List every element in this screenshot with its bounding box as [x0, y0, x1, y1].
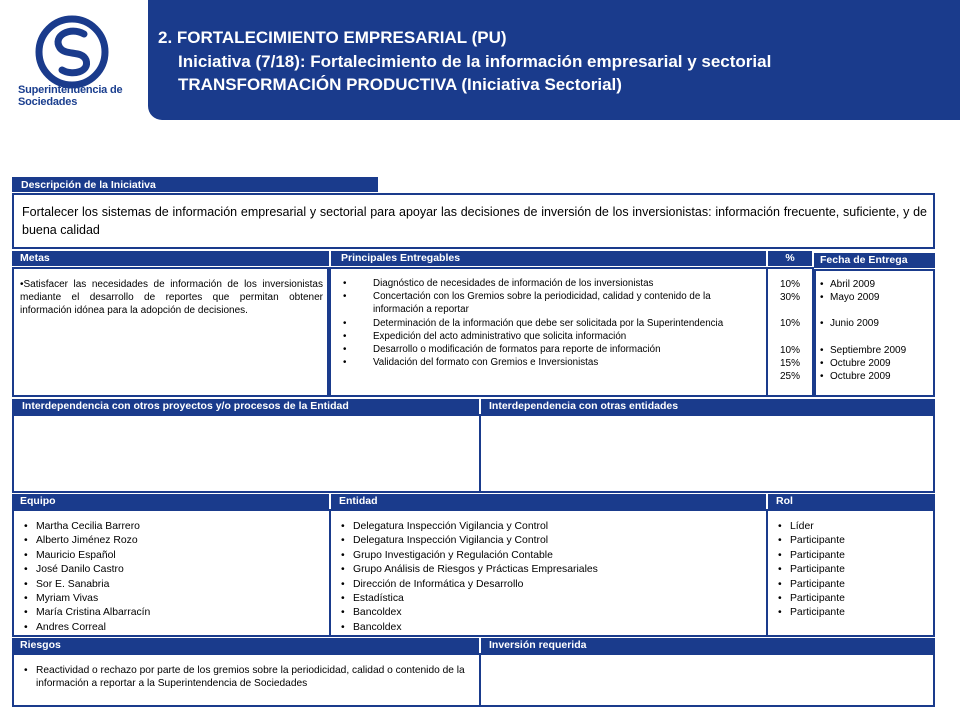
entidad-list [337, 520, 762, 635]
entidad-header: Entidad [331, 494, 766, 509]
list-item: • Concertación con los Gremios sobre la periodicidad, calidad y contenido de la información a reportar [339, 290, 760, 316]
metas-header: Metas [12, 251, 329, 266]
descripcion-box [12, 193, 935, 249]
equipo-header: Equipo [12, 494, 329, 509]
interdependencia-proyectos-box [12, 414, 481, 493]
riesgos-list [20, 664, 475, 691]
list-item: • Validación del formato con Gremios e Inversionistas [339, 356, 760, 369]
list-item: • Participante [774, 578, 929, 592]
pct-value: 25% [779, 371, 800, 383]
riesgos-box [12, 653, 481, 707]
list-item: • Dirección de Informática y Desarrollo [337, 578, 762, 592]
interdependencia-proyectos-header: Interdependencia con otros proyectos y/o procesos de la Entidad [12, 399, 479, 414]
list-item: • Mauricio Español [20, 549, 325, 563]
list-item: • Mayo 2009 [820, 291, 931, 304]
list-item: • Grupo Investigación y Regulación Contable [337, 549, 762, 563]
pct-value: 30% [779, 292, 800, 304]
equipo-list [20, 520, 325, 635]
list-item: • Participante [774, 606, 929, 620]
equipo-box [12, 509, 331, 637]
metas-box [12, 267, 329, 397]
pct-value: 10% [779, 344, 800, 356]
list-item: • Alberto Jiménez Rozo [20, 534, 325, 548]
list-item: • Delegatura Inspección Vigilancia y Control [337, 534, 762, 548]
list-item: • Grupo Análisis de Riesgos y Prácticas Empresariales [337, 563, 762, 577]
pct-value: 15% [779, 357, 800, 369]
initiative-subtitle: Iniciativa (7/18): Fortalecimiento de la información empresarial y sectorial [178, 52, 772, 71]
list-item: • Reactividad o rechazo por parte de los gremios sobre la periodicidad, calidad o contenido de la información a reportar a la Superintendencia de Sociedades [20, 664, 475, 691]
list-item: • Líder [774, 520, 929, 534]
list-item: • Myriam Vivas [20, 592, 325, 606]
list-item: • Determinación de la información que debe ser solicitada por la Superintendencia [339, 317, 760, 330]
descripcion-text: Fortalecer los sistemas de información empresarial y sectorial para apoyar las decisiones de inversión de los inversionistas: información frecuente, suficiente, y de buena calidad [22, 205, 927, 237]
initiative-category: TRANSFORMACIÓN PRODUCTIVA (Iniciativa Sectorial) [178, 75, 622, 94]
porcentaje-header: % [768, 251, 812, 266]
list-item: • José Danilo Castro [20, 563, 325, 577]
list-item: • Sor E. Sanabria [20, 578, 325, 592]
porcentaje-box [766, 267, 814, 397]
pct-value: 10% [779, 279, 800, 290]
interdependencia-entidades-box [479, 414, 935, 493]
rol-list [774, 520, 929, 621]
inversion-box [479, 653, 935, 707]
list-item: • Expedición del acto administrativo que solicita información [339, 330, 760, 343]
logo-wordmark: Superintendencia de Sociedades [18, 84, 123, 108]
list-item: • Participante [774, 592, 929, 606]
list-item: • Octubre 2009 [820, 370, 931, 383]
list-item: • Participante [774, 549, 929, 563]
entregables-list [339, 277, 760, 369]
entregables-box [329, 267, 768, 397]
rol-box [766, 509, 935, 637]
pct-value: 10% [779, 318, 800, 330]
metas-text: •Satisfacer las necesidades de información de los inversionistas mediante el desarrollo de reportes que permitan obtener información idónea para la adopción de decisiones. [20, 279, 323, 317]
list-item: • María Cristina Albarracín [20, 606, 325, 620]
fecha-box [814, 269, 935, 397]
fecha-list [820, 278, 931, 383]
interdependencia-entidades-header: Interdependencia con otras entidades [481, 399, 935, 414]
page-title: 2. FORTALECIMIENTO EMPRESARIAL (PU) [158, 28, 507, 47]
descripcion-header: Descripción de la Iniciativa [12, 177, 378, 192]
list-item: • Estadística [337, 592, 762, 606]
list-item: • Participante [774, 534, 929, 548]
entidad-box [329, 509, 768, 637]
fecha-header: Fecha de Entrega [814, 253, 935, 268]
list-item: • Andres Correal [20, 621, 325, 635]
list-item: • Septiembre 2009 [820, 344, 931, 357]
inversion-header: Inversión requerida [481, 638, 935, 653]
list-item: • Martha Cecilia Barrero [20, 520, 325, 534]
list-item: • Participante [774, 563, 929, 577]
list-item: • Diagnóstico de necesidades de información de los inversionistas [339, 277, 760, 290]
rol-header: Rol [768, 494, 935, 509]
list-item: • Abril 2009 [820, 278, 931, 291]
list-item: • Desarrollo o modificación de formatos para reporte de información [339, 343, 760, 356]
list-item: • Octubre 2009 [820, 357, 931, 370]
riesgos-header: Riesgos [12, 638, 479, 653]
list-item: • Bancoldex [337, 606, 762, 620]
list-item: • Bancoldex [337, 621, 762, 635]
list-item: • Junio 2009 [820, 317, 931, 330]
list-item: • Delegatura Inspección Vigilancia y Control [337, 520, 762, 534]
entregables-header: Principales Entregables [331, 251, 766, 266]
